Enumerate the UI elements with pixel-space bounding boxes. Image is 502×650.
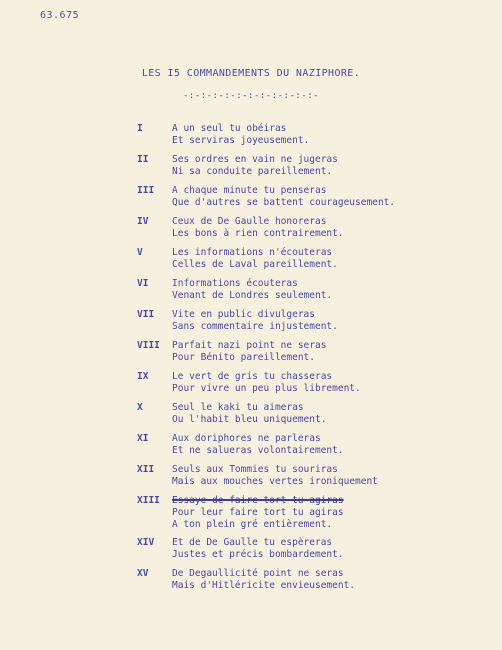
- commandment-4: [0, 216, 502, 244]
- commandment-6: [0, 278, 502, 306]
- commandment-line: Justes et précis bombardement.: [172, 549, 344, 560]
- commandment-line: Vite en public divulgeras: [172, 309, 315, 320]
- commandment-line: Seul le kaki tu aimeras: [172, 402, 304, 413]
- struck-out-line: Essaye de faire tort tu agiras: [172, 495, 344, 506]
- commandment-line: Le vert de gris tu chasseras: [172, 371, 333, 382]
- commandment-line: Et serviras joyeusement.: [172, 135, 310, 146]
- commandment-line: Seuls aux Tommies tu souriras: [172, 464, 338, 475]
- commandment-line: Venant de Londres seulement.: [172, 290, 333, 301]
- commandment-9: [0, 371, 502, 399]
- commandment-numeral: I: [137, 123, 143, 134]
- commandment-numeral: V: [137, 247, 143, 258]
- commandment-line: A un seul tu obéiras: [172, 123, 287, 134]
- commandment-1: [0, 123, 502, 151]
- commandment-numeral: XIV: [137, 537, 155, 548]
- commandment-line: Mais d'Hitléricite envieusement.: [172, 580, 356, 591]
- commandment-line: A ton plein gré entièrement.: [172, 519, 333, 530]
- commandment-line: Sans commentaire injustement.: [172, 321, 338, 332]
- commandment-line: Pour leur faire tort tu agiras: [172, 507, 344, 518]
- commandment-line: Les bons à rien contrairement.: [172, 228, 344, 239]
- commandment-numeral: III: [137, 185, 155, 196]
- commandment-numeral: XIII: [137, 495, 160, 506]
- commandment-numeral: IX: [137, 371, 149, 382]
- commandment-5: [0, 247, 502, 275]
- commandment-line: Pour Bénito pareillement.: [172, 352, 315, 363]
- commandment-line: Mais aux mouches vertes ironiquement: [172, 476, 378, 487]
- commandment-line: Ou l'habit bleu uniquement.: [172, 414, 327, 425]
- commandment-line: Informations écouteras: [172, 278, 298, 289]
- commandment-numeral: IV: [137, 216, 149, 227]
- commandment-numeral: VII: [137, 309, 155, 320]
- commandment-10: [0, 402, 502, 430]
- commandment-line: Parfait nazi point ne seras: [172, 340, 327, 351]
- commandment-line: Que d'autres se battent courageusement.: [172, 197, 396, 208]
- commandment-line: De Degaullicité point ne seras: [172, 568, 344, 579]
- commandment-12: [0, 464, 502, 492]
- document-title: LES I5 COMMANDEMENTS DU NAZIPHORE.: [141, 68, 361, 79]
- commandment-numeral: XI: [137, 433, 149, 444]
- commandment-numeral: VIII: [137, 340, 160, 351]
- commandment-line: Aux doriphores ne parleras: [172, 433, 321, 444]
- commandment-3: [0, 185, 502, 213]
- commandment-8: [0, 340, 502, 368]
- commandment-line: Celles de Laval pareillement.: [172, 259, 338, 270]
- commandment-line: Et ne salueras volontairement.: [172, 445, 344, 456]
- commandment-line: Ses ordres en vain ne jugeras: [172, 154, 338, 165]
- commandment-line: Ceux de De Gaulle honoreras: [172, 216, 327, 227]
- commandment-line: Ni sa conduite pareillement.: [172, 166, 333, 177]
- commandment-line: Pour vivre un peu plus librement.: [172, 383, 361, 394]
- commandment-line: A chaque minute tu penseras: [172, 185, 327, 196]
- commandment-13: [0, 495, 502, 535]
- commandment-2: [0, 154, 502, 182]
- commandment-15: [0, 568, 502, 596]
- title-separator: -:-:-:-:-:-:-:-:-:-:-:-: [182, 91, 320, 101]
- commandment-numeral: XII: [137, 464, 155, 475]
- commandment-numeral: VI: [137, 278, 149, 289]
- commandment-numeral: XV: [137, 568, 149, 579]
- commandment-line: Les informations n'écouteras: [172, 247, 333, 258]
- document-reference: 63.675: [40, 10, 80, 21]
- commandment-line: Et de De Gaulle tu espèreras: [172, 537, 333, 548]
- commandment-14: [0, 537, 502, 565]
- commandment-numeral: II: [137, 154, 149, 165]
- commandment-11: [0, 433, 502, 461]
- commandment-7: [0, 309, 502, 337]
- commandment-numeral: X: [137, 402, 143, 413]
